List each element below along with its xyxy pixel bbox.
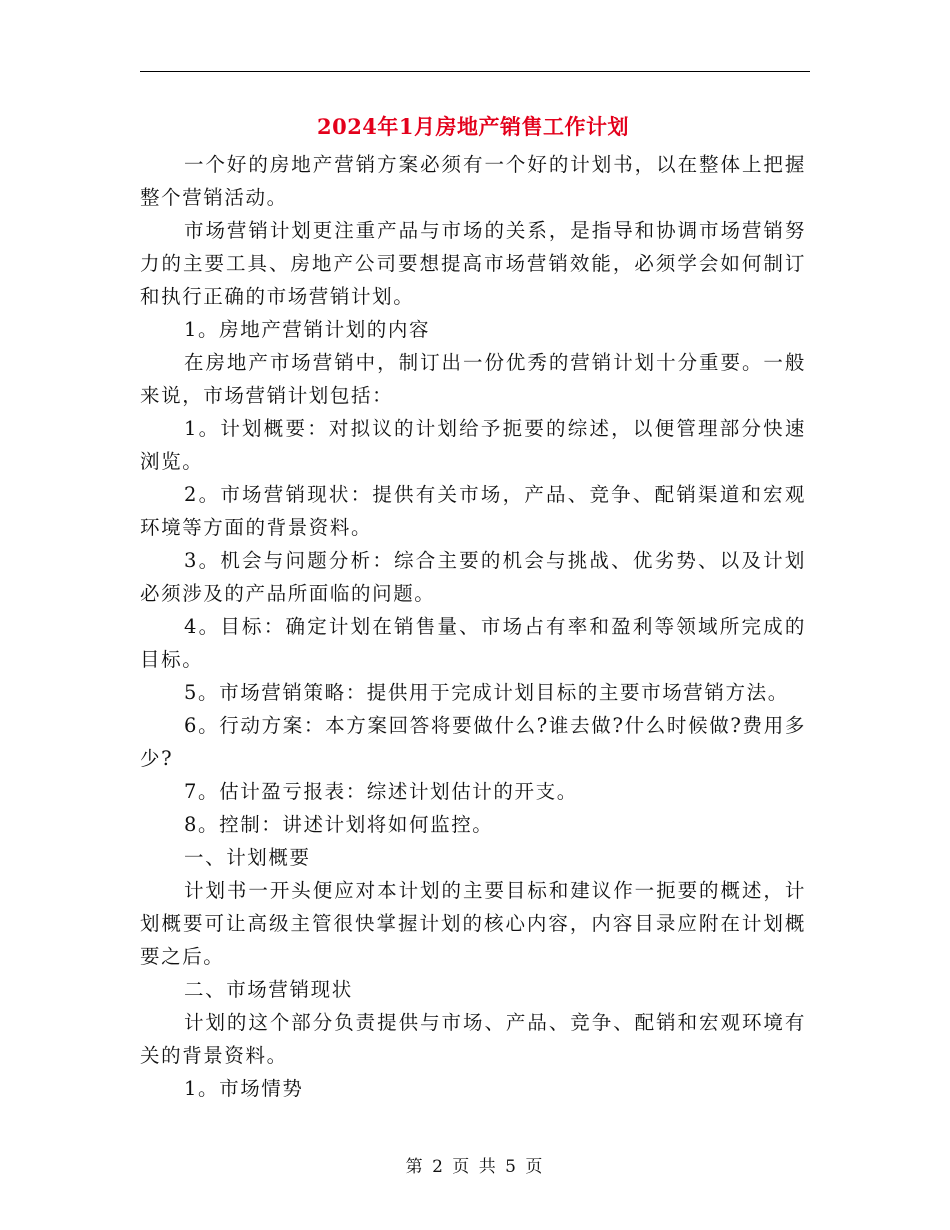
paragraph: 一个好的房地产营销方案必须有一个好的计划书，以在整体上把握整个营销活动。 <box>140 153 806 209</box>
paragraph: 二、市场营销现状 <box>184 978 353 1001</box>
paragraph: 6。行动方案：本方案回答将要做什么?谁去做?什么时候做?费用多少? <box>140 714 806 770</box>
paragraph: 2。市场营销现状：提供有关市场，产品、竞争、配销渠道和宏观环境等方面的背景资料。 <box>140 483 806 539</box>
paragraph: 5。市场营销策略：提供用于完成计划目标的主要市场营销方法。 <box>184 681 789 704</box>
paragraph: 1。市场情势 <box>184 1077 304 1100</box>
paragraph: 1。计划概要：对拟议的计划给予扼要的综述，以便管理部分快速浏览。 <box>140 417 806 473</box>
page-number-label: 第 2 页 共 5 页 <box>405 1157 545 1177</box>
paragraph: 计划书一开头便应对本计划的主要目标和建议作一扼要的概述，计划概要可让高级主管很快掌握计划的核心内容，内容目录应附在计划概要之后。 <box>140 879 806 968</box>
paragraph: 市场营销计划更注重产品与市场的关系，是指导和协调市场营销努力的主要工具、房地产公司要想提高市场营销效能，必须学会如何制订和执行正确的市场营销计划。 <box>140 219 806 308</box>
document-body <box>140 106 806 1105</box>
paragraph: 3。机会与问题分析：综合主要的机会与挑战、优劣势、以及计划必须涉及的产品所面临的问题。 <box>140 549 806 605</box>
paragraph: 4。目标：确定计划在销售量、市场占有率和盈利等领域所完成的目标。 <box>140 615 806 671</box>
paragraph: 在房地产市场营销中，制订出一份优秀的营销计划十分重要。一般来说，市场营销计划包括： <box>140 351 806 407</box>
page-footer <box>0 1152 950 1177</box>
paragraph: 计划的这个部分负责提供与市场、产品、竞争、配销和宏观环境有关的背景资料。 <box>140 1011 806 1067</box>
paragraph: 8。控制：讲述计划将如何监控。 <box>184 813 494 836</box>
document-title: 2024年1月房地产销售工作计划 <box>316 114 630 139</box>
paragraph: 1。房地产营销计划的内容 <box>184 318 431 341</box>
header-rule <box>140 71 810 72</box>
paragraph: 7。估计盈亏报表：综述计划估计的开支。 <box>184 780 578 803</box>
paragraph: 一、计划概要 <box>184 846 311 869</box>
paragraph-list <box>140 148 806 1105</box>
